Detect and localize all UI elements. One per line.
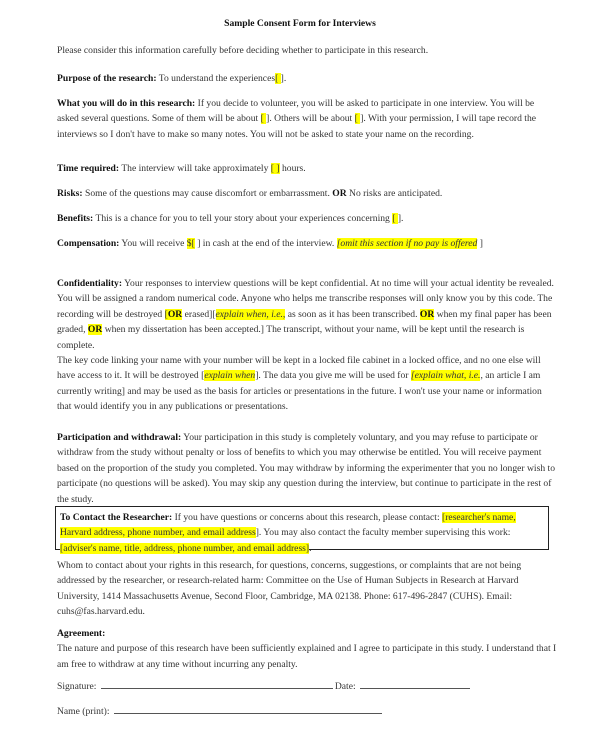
text-segment: Some of the questions may cause discomfort or embarrassment. bbox=[82, 188, 333, 199]
text-segment: You will receive bbox=[119, 238, 187, 249]
placeholder-highlight: explain when, i.e., bbox=[215, 308, 286, 320]
placeholder-highlight: [ bbox=[275, 73, 281, 84]
compensation bbox=[57, 236, 557, 251]
text-segment: ]. The data you give me will be used for bbox=[255, 370, 411, 382]
text-segment: No risks are anticipated. bbox=[346, 188, 443, 199]
text-segment: ]. You may also contact the faculty member supervising this work: bbox=[255, 527, 511, 539]
text-segment: ] bbox=[477, 238, 483, 249]
placeholder-highlight: OR bbox=[167, 308, 183, 320]
text-segment: This is a chance for you to tell your story about your experiences concerning bbox=[93, 213, 393, 224]
whom-to-contact bbox=[57, 558, 557, 620]
text-segment: The interview will take approximately bbox=[119, 163, 271, 174]
text-segment: Whom to contact about your rights in this research, for questions, concerns, suggestions, or complaints that are not being addressed by the researcher, or research-related harm: Committee on the Use of Human Subjects in Research at Harvard University, 1414 Massachusetts Avenue, Second Floor, Cambridge, MA 02138. Phone: 617-496-2847 (CUHS). Email: cuhs@fas.harvard.edu. bbox=[57, 560, 522, 618]
text-segment: ]. bbox=[397, 213, 404, 224]
key-code bbox=[57, 353, 557, 415]
time-required bbox=[57, 161, 557, 176]
signature-field[interactable] bbox=[101, 679, 333, 689]
name-row bbox=[57, 704, 384, 719]
risks bbox=[57, 186, 557, 201]
placeholder-highlight: [explain what, i.e. bbox=[410, 370, 481, 382]
date-label: Date: bbox=[334, 681, 356, 692]
text-segment: To understand the experiences bbox=[156, 73, 276, 84]
section-heading: Time required: bbox=[57, 163, 120, 174]
text-segment: ]. With your permission, I will tape record the interviews so I don't have to make so many notes. You will not be asked to state your name on the recording. bbox=[57, 113, 537, 140]
placeholder-highlight: [ bbox=[354, 113, 361, 125]
what-you-will-do bbox=[57, 96, 557, 142]
name-label: Name (print): bbox=[57, 706, 110, 717]
signature-row bbox=[57, 679, 472, 694]
text-segment: hours. bbox=[279, 163, 306, 174]
text-segment: The nature and purpose of this research have been sufficiently explained and I agree to participate in this study. I understand that I am free to withdraw at any time without incurring any penalty. bbox=[57, 643, 557, 670]
text-segment: The key code linking your name with your number will be kept in a locked file cabinet in a locked office, and no one else will have access to it. It will be destroyed [ bbox=[57, 355, 541, 382]
section-heading: Compensation: bbox=[57, 238, 120, 249]
benefits bbox=[57, 211, 557, 226]
placeholder-highlight: [omit this section if no pay is offered bbox=[336, 238, 478, 249]
contact-researcher bbox=[60, 510, 545, 556]
signature-label: Signature: bbox=[57, 681, 97, 692]
text-segment: If you have questions or concerns about this research, please contact: bbox=[172, 512, 443, 523]
text-segment: ] in cash at the end of the interview. bbox=[194, 238, 337, 249]
section-heading: Agreement: bbox=[57, 628, 106, 639]
participation bbox=[57, 430, 557, 507]
text-segment: erased][ bbox=[182, 308, 216, 320]
text-segment: as soon as it has been transcribed. bbox=[285, 308, 420, 320]
placeholder-highlight: $[ bbox=[186, 238, 195, 249]
section-heading: What you will do in this research: bbox=[57, 98, 196, 109]
name-field[interactable] bbox=[114, 704, 382, 714]
placeholder-highlight: [adviser's name, title, address, phone number, and email address] bbox=[60, 542, 310, 554]
text-segment: , an article I am currently writing] and may be used as the basis for articles or presentations in the future. I won't use your name or information that would identify you in any publications or presentations. bbox=[57, 370, 542, 413]
placeholder-highlight: [ ] bbox=[270, 163, 280, 174]
text-segment: Please consider this information carefully before deciding whether to participate in this research. bbox=[57, 45, 429, 56]
document-title: Sample Consent Form for Interviews bbox=[224, 18, 376, 29]
placeholder-highlight: explain when bbox=[204, 370, 256, 382]
intro bbox=[57, 43, 557, 58]
section-heading: Benefits: bbox=[57, 213, 94, 224]
text-segment: Your responses to interview questions will be kept confidential. At no time will your actual identity be revealed. You will be assigned a random numerical code. Anyone who helps me transcribe responses will only know you by this code. The recording will be destroyed bbox=[57, 278, 554, 320]
text-segment: when my final paper has been graded, bbox=[57, 308, 552, 336]
text-segment: . bbox=[309, 542, 312, 554]
placeholder-highlight: OR bbox=[419, 308, 435, 320]
text-segment: ]. bbox=[280, 73, 287, 84]
text-segment: ]. Others will be about bbox=[266, 113, 355, 125]
text-segment: when my dissertation has been accepted.] The transcript, without your name, will be kept until the research is complete. bbox=[57, 324, 525, 351]
date-field[interactable] bbox=[360, 679, 470, 689]
placeholder-highlight: [ bbox=[392, 213, 398, 224]
text-segment: If you decide to volunteer, you will be asked to participate in one interview. You will be asked several questions. Some of them will be about bbox=[57, 98, 535, 125]
confidentiality bbox=[57, 276, 557, 353]
placeholder-highlight: [ bbox=[164, 308, 168, 320]
purpose bbox=[57, 71, 557, 86]
text-segment: Your participation in this study is completely voluntary, and you may refuse to participate or withdraw from the study without penalty or loss of benefits to which you may otherwise be entitled. You will receive payment based on the proportion of the study you completed. You may withdraw by informing the experimenter that you no longer wish to participate (no questions will be asked). You may skip any question during the interview, but continue to participate in the rest of the study. bbox=[57, 432, 555, 505]
section-heading: OR bbox=[332, 188, 347, 199]
agreement bbox=[57, 626, 557, 672]
section-heading: Participation and withdrawal: bbox=[57, 432, 182, 443]
section-heading: To Contact the Researcher: bbox=[60, 512, 173, 523]
section-heading: Purpose of the research: bbox=[57, 73, 157, 84]
placeholder-highlight: [ bbox=[260, 113, 267, 125]
placeholder-highlight: [researcher's name, Harvard address, phone number, and email address bbox=[60, 512, 516, 539]
section-heading: Confidentiality: bbox=[57, 278, 123, 289]
placeholder-highlight: OR bbox=[87, 324, 103, 336]
section-heading: Risks: bbox=[57, 188, 83, 199]
